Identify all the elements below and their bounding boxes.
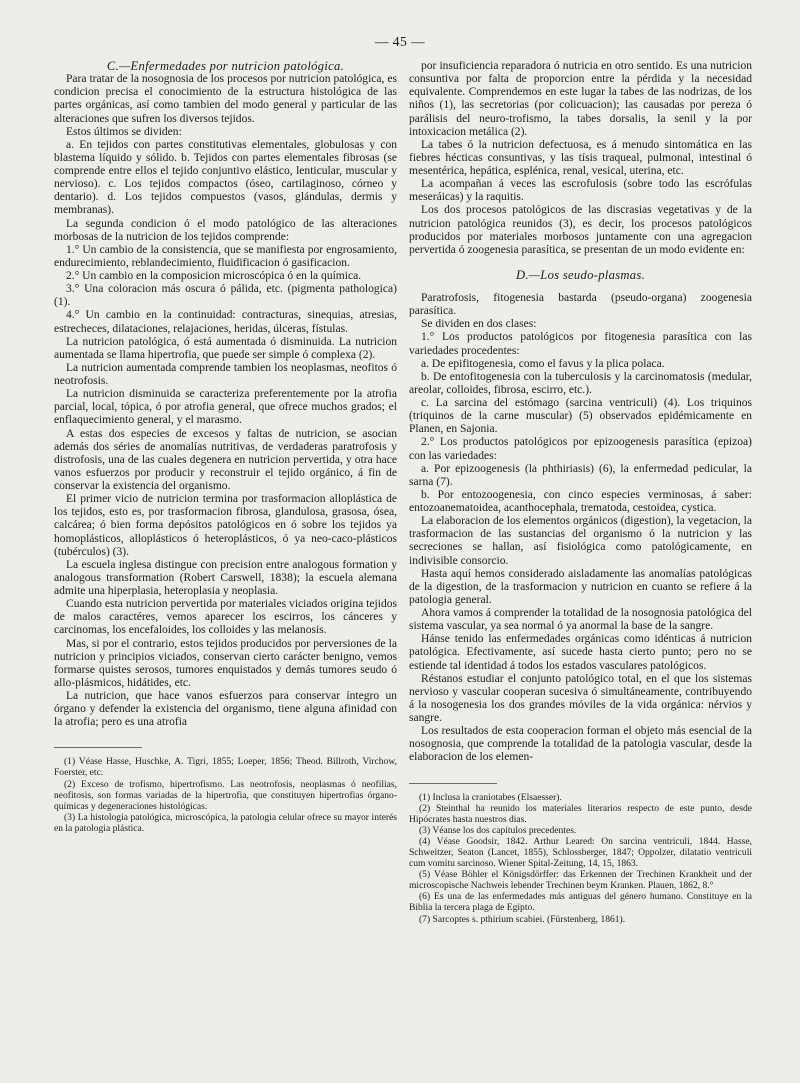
paragraph: La segunda condicion ó el modo patológico de las alteraciones morbosas de la nutricion de los tejidos comprende:: [54, 217, 397, 243]
paragraph: 4.° Un cambio en la continuidad: contracturas, sinequias, atresias, estrecheces, dilataciones, relajaciones, heridas, úlceras, fístulas.: [54, 309, 397, 335]
paragraph: b. De entofitogenesia con la tuberculosis y la carcinomatosis (medular, areolar, colloides, fibrosa, escirro, etc.).: [409, 370, 752, 396]
paragraph: a. En tejidos con partes constitutivas elementales, globulosas y con blastema líquido y sólido. b. Tejidos con partes elementales fibrosas (se comprende entre ellos el tejido conjuntivo elástico, lenticular, muscular y nervioso). c. Los tejidos compactos (óseo, cartilaginoso, córneo y dentario). d. Los tejidos compuestos (vasos, glándulas, dermis y membranas).: [54, 138, 397, 217]
paragraph: A estas dos especies de excesos y faltas de nutricion, se asocian además dos séries de anomalías nutritivas, de verdaderas paratrofosis y distrofosis, una de las cuales degenera en nutricion pervertida, y otra hace vanos esfuerzos por producir y reconstruir el tejido orgánico, á fin de conservar la existencia del organismo.: [54, 427, 397, 492]
footnote: (3) Véanse los dos capítulos precedentes.: [419, 824, 577, 836]
footnote: (6) Es una de las enfermedades más antiguas del género humano. Constituye en la Biblia la tercera plaga de Egipto.: [409, 891, 752, 914]
page-number: — 45 —: [374, 34, 426, 49]
paragraph: Ahora vamos á comprender la totalidad de la nosognosia patológica del sistema vascular, ya sea normal ó ya anormal la base de la sangre.: [409, 607, 752, 633]
left-paragraphs: [54, 73, 397, 729]
footnote: (3) La histologia patológica, microscópica, la patologia celular ofrece su mayor interés en la patologia plástica.: [54, 811, 397, 834]
paragraph: Cuando esta nutricion pervertida por materiales viciados origina tejidos de malos caractéres, vemos aparecer los escirros, los cánceres y carcinomas, los encefaloides, los colloides y las melanosis.: [54, 598, 397, 637]
footnote-rule: [409, 783, 497, 784]
footnote: (5) Véase Böhler el Königsdörffer: das Erkennen der Trechinen Krankheit und der microscopische Nachweis lebender Trechinen beym Kranken. Plauen, 1862, 8.°: [409, 869, 752, 892]
left-column: [54, 60, 397, 834]
paragraph: Estos últimos se dividen:: [66, 125, 182, 138]
right-column: [409, 60, 752, 925]
footnote: (2) Steinthal ha reunido los materiales literarios respecto de este punto, desde Hipócrates hasta nuestros dias.: [409, 802, 752, 825]
paragraph: por insuficiencia reparadora ó nutricia en otro sentido. Es una nutricion consuntiva por falta de proporcion entre la pérdida y la necesidad equivalente. Comprendemos en este lugar la tabes de las nodrizas, de los niños (1), las secretorias (por colicuacion); las causadas por pereza ó parálisis del neuro-trofismo, la tabes dorsalis, la senil y la por intoxicacion metálica (2).: [409, 60, 752, 138]
left-footnotes: [54, 756, 397, 834]
footnote: (1) Inclusa la craniotabes (Elsaesser).: [419, 791, 562, 803]
paragraph: 1.° Los productos patológicos por fitogenesia parasítica con las variedades procedentes:: [409, 331, 752, 357]
paragraph: La tabes ó la nutricion defectuosa, es á menudo sintomática en las fiebres hécticas consuntivas, y las tísis traqueal, pulmonal, intestinal ó mesentérica, hepática, esplénica, renal, vesical, uterina, etc.: [409, 138, 752, 177]
paragraph: La nutricion patológica, ó está aumentada ó disminuida. La nutricion aumentada se llama hipertrofia, que puede ser simple ó complexa (2).: [54, 335, 397, 361]
paragraph: 3.° Una coloracion más oscura ó pálida, etc. (pigmenta pathologica) (1).: [54, 283, 397, 309]
right-paragraphs-bottom: [409, 292, 752, 765]
paragraph: Mas, si por el contrario, estos tejidos producidos por perversiones de la nutricion y principios viciados, conservan cierto carácter benigno, vemos formarse quistes serosos, tumores enquistados y demás tumores seudo ó allo-plásmicos, hidátides, etc.: [54, 637, 397, 689]
paragraph: Para tratar de la nosognosia de los procesos por nutricion patológica, es condicion precisa el conocimiento de la estructura histológica de las partes orgánicas, así como tambien del modo general y particular de las alteraciones que sufren los diversos tejidos.: [54, 73, 397, 125]
right-paragraphs-top: [409, 60, 752, 257]
paragraph: a. Por epizoogenesis (la phthiriasis) (6), la enfermedad pedicular, la sarna (7).: [409, 462, 752, 488]
paragraph: b. Por entozoogenesia, con cinco especies verminosas, á saber: entozoanematoidea, acanthocephala, trematoda, cestoidea, cystica.: [409, 488, 752, 514]
paragraph: Hánse tenido las enfermedades orgánicas como idénticas á nutricion patológica. Efectivamente, así sucede hasta cierto punto; pero no se estiende tal identidad á todos los estados vasculares patológicos.: [409, 633, 752, 672]
paragraph: a. De epifitogenesia, como el favus y la plica polaca.: [421, 357, 665, 370]
paragraph: La elaboracion de los elementos orgánicos (digestion), la vegetacion, la trasformacion de las sustancias del organismo ó la nutricion y las secreciones se hallan, así fisiológica como patológicamente, en indivisible consorcio.: [409, 515, 752, 567]
paragraph: Los resultados de esta cooperacion forman el objeto más esencial de la nosognosia, que comprende la totalidad de la patologia vascular, desde la elaboracion de los elemen-: [409, 725, 752, 764]
footnote: (1) Véase Hasse, Huschke, A. Tigri, 1855; Loeper, 1856; Theod. Billroth, Virchow, Foerster, etc.: [54, 756, 397, 779]
footnote: (2) Exceso de trofismo, hipertrofismo. Las neotrofosis, neoplasmas ó neofilias, neofitosis, son formas variadas de la hipertrofia, que constituyen hipertrofias órgano-químicas y degeneraciones histológicas.: [54, 778, 397, 812]
paragraph: El primer vicio de nutricion termina por trasformacion alloplástica de los tejidos, esto es, por trasformacion fibrosa, glandulosa, grasosa, ósea, calcárea; ó bien forma depósitos patológicos en ó sobre los tejidos ya homoplásticos, alloplásticos ó heteroplásticos, ó ya neo-caco-plásticos (tubérculos) (3).: [54, 493, 397, 558]
footnote-rule: [54, 747, 142, 748]
paragraph: La acompañan á veces las escrofulosis (sobre todo las escrófulas meseráicas) y la raquitis.: [409, 178, 752, 204]
paragraph: Paratrofosis, fitogenesia bastarda (pseudo-organa) zoogenesia parasítica.: [409, 292, 752, 318]
paragraph: 2.° Un cambio en la composicion microscópica ó en la química.: [66, 270, 362, 282]
paragraph: La nutricion, que hace vanos esfuerzos para conservar íntegro un órgano y defender la existencia del organismo, tiene alguna afinidad con la atrofia; pero es una atrofia: [54, 690, 397, 729]
paragraph: c. La sarcina del estómago (sarcina ventriculi) (4). Los triquinos (triquinos de la carne muscular) (5) observados epidémicamente en Planen, en Sajonia.: [409, 397, 752, 436]
paragraph: Los dos procesos patológicos de las discrasias vegetativas y de la nutricion patológica reunidos (3), es decir, los procesos patológicos producidos por materiales morbosos juntamente con una agregacion pervertida ó zoogenesia parasítica, se presentan de un modo evidente en:: [409, 204, 752, 256]
paragraph: 1.° Un cambio de la consistencia, que se manifiesta por engrosamiento, endurecimiento, reblandecimiento, fluidificacion ó gasificacion.: [54, 243, 397, 269]
footnote: (7) Sarcoptes s. pthirium scabiei. (Fürstenberg, 1861).: [419, 913, 626, 925]
paragraph: 2.° Los productos patológicos por epizoogenesis parasítica (epizoa) con las variedades:: [409, 436, 752, 462]
section-heading-c: C.—Enfermedades por nutricion patológica.: [106, 59, 345, 73]
paragraph: La escuela inglesa distingue con precision entre analogous formation y analogous transformation (Robert Carswell, 1838); la escuela alemana admite una hiperplasia, heteroplasia y neoplasia.: [54, 558, 397, 597]
footnote: (4) Véase Goodsir, 1842. Arthur Leared: On sarcina ventriculi, 1844. Hasse, Schweitzer, Seaton (Lancet, 1855), Schlossberger, 1847; Oppolzer, dilatatio ventriculi cum vomitu sarcinoso. Wiener Spital-Zeitung, 14, 15, 1863.: [409, 835, 752, 870]
paragraph: Réstanos estudiar el conjunto patológico total, en el que los sistemas nervioso y vascular cooperan sucesiva ó simultáneamente, contribuyendo á la nosogenesia los dos grandes móviles de la vida orgánica: nérvios y sangre.: [409, 672, 752, 724]
right-footnotes: [409, 792, 752, 925]
paragraph: La nutricion disminuida se caracteriza preferentemente por la atrofia parcial, local, tópica, ó por atrofia general, que ofrece muchos grados; el enflaquecimiento general, y el marasmo.: [54, 388, 397, 427]
paragraph: Se dividen en dos clases:: [421, 318, 537, 331]
paragraph: La nutricion aumentada comprende tambien los neoplasmas, neofitos ó neotrofosis.: [54, 361, 397, 387]
section-heading-d: D.—Los seudo-plasmas.: [515, 267, 646, 282]
paragraph: Hasta aquí hemos considerado aisladamente las anomalías patológicas de la digestion, de la trasformacion y nutricion en cuanto se refiere á la patologia general.: [409, 567, 752, 606]
